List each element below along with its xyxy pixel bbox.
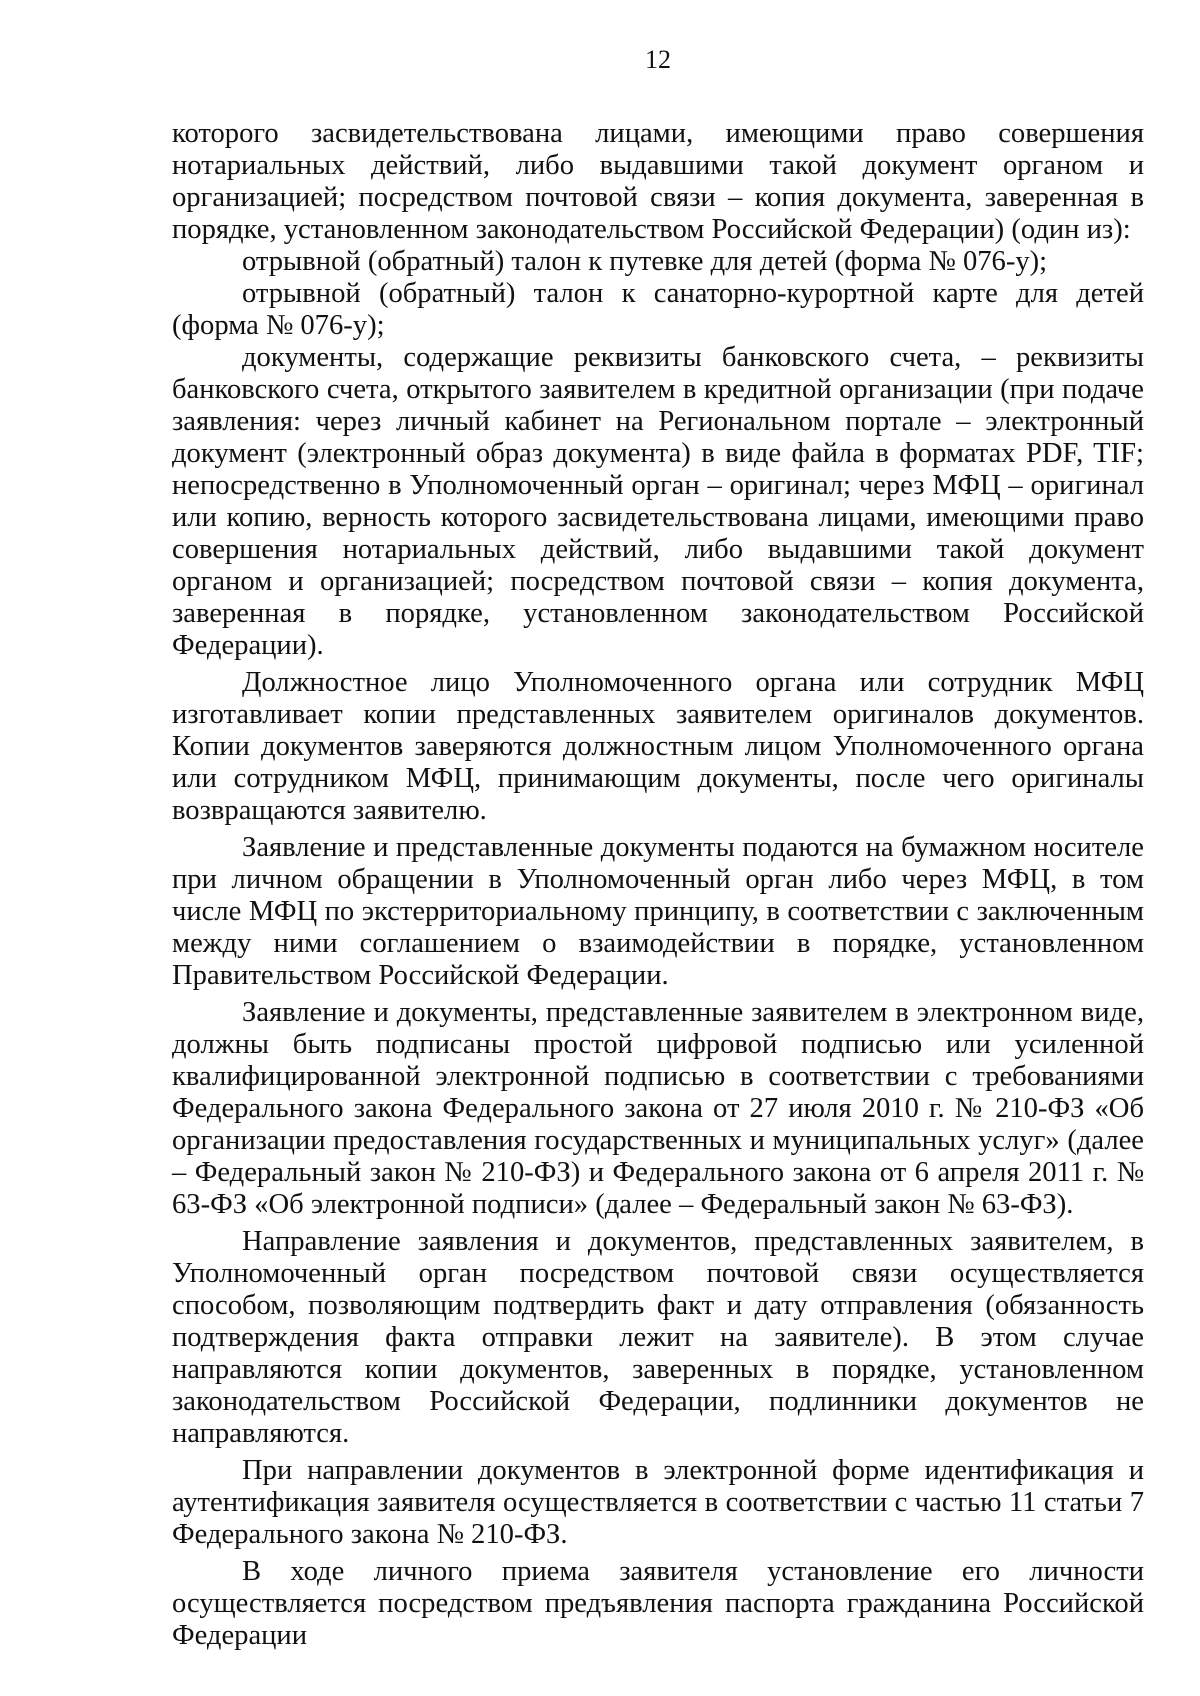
paragraph-sanatorium-stub: отрывной (обратный) талон к санаторно-курортной карте для детей (форма № 076-у);	[172, 278, 1144, 341]
paragraph-identification: При направлении документов в электронной форме идентификация и аутентификация заявителя осуществляется в соответствии с частью 11 статьи 7 Федерального закона № 210-ФЗ.	[172, 1455, 1144, 1550]
paragraph-electronic-signature: Заявление и документы, представленные заявителем в электронном виде, должны быть подписаны простой цифровой подписью или усиленной квалифицированной электронной подписью в соответствии с требованиями Федерального закона Федерального закона от 27 июля 2010 г. № 210-ФЗ «Об организации предоставления государственных и муниципальных услуг» (далее – Федеральный закон № 210-ФЗ) и Федерального закона от 6 апреля 2011 г. № 63-ФЗ «Об электронной подписи» (далее – Федеральный закон № 63-ФЗ).	[172, 997, 1144, 1220]
document-body	[172, 118, 1144, 1652]
paragraph-continuation: которого засвидетельствована лицами, имеющими право совершения нотариальных действий, либо выдавшими такой документ органом и организацией; посредством почтовой связи – копия документа, заверенная в порядке, установленном законодательством Российской Федерации) (один из):	[172, 118, 1144, 245]
paragraph-paper-submission: Заявление и представленные документы подаются на бумажном носителе при личном обращении в Уполномоченный орган либо через МФЦ, в том числе МФЦ по экстерриториальному принципу, в соответствии с заключенным между ними соглашением о взаимодействии в порядке, установленном Правительством Российской Федерации.	[172, 832, 1144, 991]
paragraph-postal-submission: Направление заявления и документов, представленных заявителем, в Уполномоченный орган посредством почтовой связи осуществляется способом, позволяющим подтвердить факт и дату отправления (обязанность подтверждения факта отправки лежит на заявителе). В этом случае направляются копии документов, заверенных в порядке, установленном законодательством Российской Федерации, подлинники документов не направляются.	[172, 1226, 1144, 1449]
paragraph-bank-details: документы, содержащие реквизиты банковского счета, – реквизиты банковского счета, открытого заявителем в кредитной организации (при подаче заявления: через личный кабинет на Региональном портале – электронный документ (электронный образ документа) в виде файла в форматах PDF, TIF; непосредственно в Уполномоченный орган – оригинал; через МФЦ – оригинал или копию, верность которого засвидетельствована лицами, имеющими право совершения нотариальных действий, либо выдавшими такой документ органом и организацией; посредством почтовой связи – копия документа, заверенная в порядке, установленном законодательством Российской Федерации).	[172, 342, 1144, 661]
paragraph-copies: Должностное лицо Уполномоченного органа или сотрудник МФЦ изготавливает копии представленных заявителем оригиналов документов. Копии документов заверяются должностным лицом Уполномоченного органа или сотрудником МФЦ, принимающим документы, после чего оригиналы возвращаются заявителю.	[172, 667, 1144, 826]
paragraph-voucher-stub: отрывной (обратный) талон к путевке для детей (форма № 076-у);	[242, 246, 1048, 277]
page-number: 12	[645, 45, 671, 74]
paragraph-personal-reception: В ходе личного приема заявителя установление его личности осуществляется посредством предъявления паспорта гражданина Российской Федерации	[172, 1556, 1144, 1651]
